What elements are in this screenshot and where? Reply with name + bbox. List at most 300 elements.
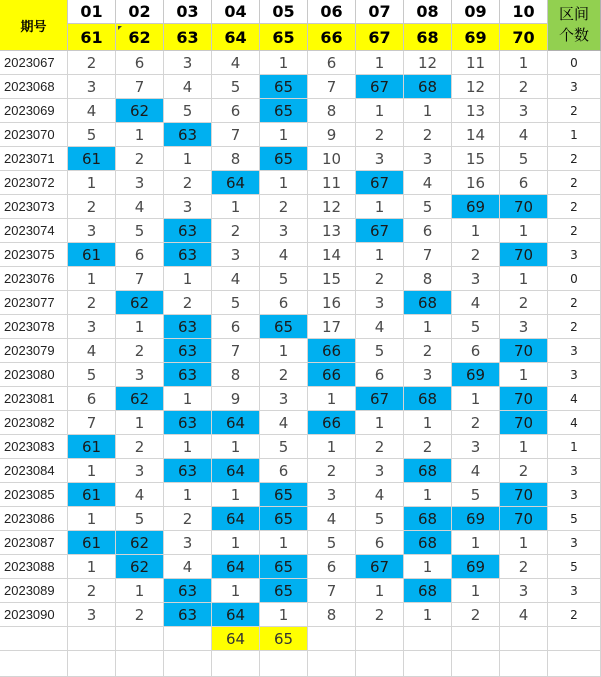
footer-empty-cell <box>68 627 116 651</box>
empty-cell <box>500 651 548 677</box>
value-cell: 6 <box>356 531 404 555</box>
value-cell: 7 <box>212 123 260 147</box>
period-cell: 2023074 <box>0 219 68 243</box>
value-cell: 3 <box>164 51 212 75</box>
hit-cell: 68 <box>404 579 452 603</box>
hit-cell: 70 <box>500 243 548 267</box>
interval-count-cell: 3 <box>548 75 601 99</box>
value-cell: 5 <box>260 267 308 291</box>
value-cell: 1 <box>164 483 212 507</box>
hit-cell: 63 <box>164 363 212 387</box>
value-cell: 1 <box>356 195 404 219</box>
hit-cell: 63 <box>164 315 212 339</box>
value-cell: 5 <box>260 435 308 459</box>
hit-cell: 66 <box>308 339 356 363</box>
position-header: 10 <box>500 0 548 24</box>
value-cell: 9 <box>308 123 356 147</box>
value-cell: 1 <box>356 99 404 123</box>
hit-cell: 62 <box>116 555 164 579</box>
value-cell: 1 <box>452 219 500 243</box>
value-cell: 2 <box>404 123 452 147</box>
period-cell: 2023087 <box>0 531 68 555</box>
period-cell: 2023070 <box>0 123 68 147</box>
value-cell: 1 <box>164 147 212 171</box>
value-cell: 7 <box>308 75 356 99</box>
value-cell: 2 <box>68 51 116 75</box>
hit-cell: 64 <box>212 459 260 483</box>
value-cell: 2 <box>356 267 404 291</box>
period-cell: 2023090 <box>0 603 68 627</box>
value-cell: 15 <box>308 267 356 291</box>
interval-count-cell: 2 <box>548 99 601 123</box>
interval-count-cell: 4 <box>548 387 601 411</box>
value-cell: 4 <box>260 243 308 267</box>
hit-cell: 68 <box>404 291 452 315</box>
value-cell: 1 <box>500 219 548 243</box>
value-cell: 1 <box>404 483 452 507</box>
value-cell: 1 <box>212 531 260 555</box>
hit-cell: 68 <box>404 531 452 555</box>
period-cell: 2023088 <box>0 555 68 579</box>
value-cell: 3 <box>164 531 212 555</box>
target-number: 64 <box>212 24 260 51</box>
hit-cell: 64 <box>212 171 260 195</box>
value-cell: 6 <box>452 339 500 363</box>
value-cell: 1 <box>116 579 164 603</box>
value-cell: 1 <box>500 267 548 291</box>
value-cell: 7 <box>404 243 452 267</box>
hit-cell: 61 <box>68 243 116 267</box>
value-cell: 4 <box>500 123 548 147</box>
value-cell: 13 <box>308 219 356 243</box>
value-cell: 7 <box>308 579 356 603</box>
target-number: 68 <box>404 24 452 51</box>
period-cell: 2023079 <box>0 339 68 363</box>
value-cell: 3 <box>164 195 212 219</box>
hit-cell: 65 <box>260 315 308 339</box>
value-cell: 3 <box>212 243 260 267</box>
value-cell: 4 <box>116 195 164 219</box>
value-cell: 8 <box>212 147 260 171</box>
value-cell: 1 <box>164 387 212 411</box>
value-cell: 1 <box>404 555 452 579</box>
target-number: 69 <box>452 24 500 51</box>
hit-cell: 69 <box>452 363 500 387</box>
empty-cell <box>260 651 308 677</box>
interval-count-cell: 5 <box>548 555 601 579</box>
interval-count-cell: 0 <box>548 51 601 75</box>
interval-count-cell: 2 <box>548 195 601 219</box>
interval-count-cell: 3 <box>548 363 601 387</box>
period-cell: 2023084 <box>0 459 68 483</box>
interval-count-cell: 2 <box>548 171 601 195</box>
hit-cell: 68 <box>404 387 452 411</box>
hit-cell: 63 <box>164 123 212 147</box>
value-cell: 3 <box>68 75 116 99</box>
empty-cell <box>164 651 212 677</box>
hit-cell: 63 <box>164 603 212 627</box>
value-cell: 1 <box>116 123 164 147</box>
value-cell: 15 <box>452 147 500 171</box>
position-header: 02 <box>116 0 164 24</box>
value-cell: 1 <box>260 339 308 363</box>
hit-cell: 62 <box>116 291 164 315</box>
value-cell: 4 <box>308 507 356 531</box>
value-cell: 12 <box>452 75 500 99</box>
value-cell: 1 <box>452 387 500 411</box>
value-cell: 2 <box>68 579 116 603</box>
value-cell: 4 <box>452 459 500 483</box>
empty-cell <box>0 651 68 677</box>
hit-cell: 67 <box>356 171 404 195</box>
hit-cell: 70 <box>500 411 548 435</box>
value-cell: 8 <box>308 99 356 123</box>
value-cell: 2 <box>356 123 404 147</box>
empty-cell <box>308 651 356 677</box>
value-cell: 3 <box>452 435 500 459</box>
value-cell: 5 <box>404 195 452 219</box>
value-cell: 6 <box>260 291 308 315</box>
value-cell: 5 <box>212 291 260 315</box>
value-cell: 8 <box>212 363 260 387</box>
value-cell: 17 <box>308 315 356 339</box>
footer-value: 64 <box>212 627 260 651</box>
value-cell: 1 <box>68 459 116 483</box>
value-cell: 6 <box>308 555 356 579</box>
interval-count-cell: 0 <box>548 267 601 291</box>
value-cell: 1 <box>452 531 500 555</box>
value-cell: 1 <box>68 507 116 531</box>
value-cell: 1 <box>260 123 308 147</box>
hit-cell: 63 <box>164 243 212 267</box>
value-cell: 2 <box>452 411 500 435</box>
position-header: 01 <box>68 0 116 24</box>
value-cell: 4 <box>68 99 116 123</box>
value-cell: 2 <box>500 75 548 99</box>
value-cell: 3 <box>116 171 164 195</box>
value-cell: 2 <box>164 507 212 531</box>
value-cell: 1 <box>68 555 116 579</box>
value-cell: 1 <box>356 51 404 75</box>
value-cell: 4 <box>500 603 548 627</box>
value-cell: 2 <box>356 603 404 627</box>
value-cell: 3 <box>356 459 404 483</box>
value-cell: 3 <box>404 363 452 387</box>
value-cell: 1 <box>260 603 308 627</box>
value-cell: 6 <box>260 459 308 483</box>
hit-cell: 68 <box>404 507 452 531</box>
interval-count-cell: 3 <box>548 579 601 603</box>
value-cell: 14 <box>452 123 500 147</box>
footer-empty-cell <box>548 627 601 651</box>
hit-cell: 65 <box>260 483 308 507</box>
cell-marker-icon <box>118 26 122 30</box>
value-cell: 2 <box>68 195 116 219</box>
value-cell: 1 <box>116 411 164 435</box>
value-cell: 2 <box>116 603 164 627</box>
value-cell: 2 <box>68 291 116 315</box>
hit-cell: 65 <box>260 147 308 171</box>
hit-cell: 67 <box>356 75 404 99</box>
hit-cell: 61 <box>68 531 116 555</box>
value-cell: 3 <box>500 579 548 603</box>
hit-cell: 65 <box>260 75 308 99</box>
target-number: 67 <box>356 24 404 51</box>
value-cell: 12 <box>308 195 356 219</box>
value-cell: 16 <box>308 291 356 315</box>
value-cell: 6 <box>212 99 260 123</box>
value-cell: 9 <box>212 387 260 411</box>
value-cell: 1 <box>404 411 452 435</box>
value-cell: 3 <box>116 459 164 483</box>
value-cell: 5 <box>452 483 500 507</box>
period-cell: 2023072 <box>0 171 68 195</box>
interval-count-cell: 2 <box>548 291 601 315</box>
value-cell: 4 <box>116 483 164 507</box>
hit-cell: 63 <box>164 459 212 483</box>
value-cell: 6 <box>116 51 164 75</box>
hit-cell: 65 <box>260 507 308 531</box>
value-cell: 4 <box>356 315 404 339</box>
target-number: 65 <box>260 24 308 51</box>
value-cell: 2 <box>500 291 548 315</box>
value-cell: 5 <box>308 531 356 555</box>
value-cell: 2 <box>260 195 308 219</box>
hit-cell: 61 <box>68 435 116 459</box>
value-cell: 5 <box>116 219 164 243</box>
value-cell: 8 <box>308 603 356 627</box>
period-cell: 2023081 <box>0 387 68 411</box>
value-cell: 1 <box>356 579 404 603</box>
position-header: 04 <box>212 0 260 24</box>
value-cell: 3 <box>68 219 116 243</box>
value-cell: 3 <box>404 147 452 171</box>
value-cell: 6 <box>308 51 356 75</box>
value-cell: 5 <box>500 147 548 171</box>
footer-empty-cell <box>116 627 164 651</box>
empty-cell <box>212 651 260 677</box>
value-cell: 6 <box>212 315 260 339</box>
interval-count-cell: 2 <box>548 315 601 339</box>
period-cell: 2023082 <box>0 411 68 435</box>
hit-cell: 64 <box>212 555 260 579</box>
hit-cell: 67 <box>356 555 404 579</box>
value-cell: 4 <box>260 411 308 435</box>
value-cell: 3 <box>500 99 548 123</box>
target-number: 62 <box>116 24 164 51</box>
target-number: 61 <box>68 24 116 51</box>
value-cell: 3 <box>356 147 404 171</box>
value-cell: 8 <box>404 267 452 291</box>
hit-cell: 61 <box>68 147 116 171</box>
period-cell: 2023083 <box>0 435 68 459</box>
value-cell: 4 <box>68 339 116 363</box>
hit-cell: 63 <box>164 339 212 363</box>
period-cell: 2023078 <box>0 315 68 339</box>
hit-cell: 65 <box>260 555 308 579</box>
value-cell: 4 <box>452 291 500 315</box>
value-cell: 4 <box>404 171 452 195</box>
value-cell: 7 <box>116 267 164 291</box>
value-cell: 1 <box>212 483 260 507</box>
position-header: 08 <box>404 0 452 24</box>
period-header: 期号 <box>0 0 68 51</box>
position-header: 09 <box>452 0 500 24</box>
period-cell: 2023071 <box>0 147 68 171</box>
interval-count-cell: 2 <box>548 603 601 627</box>
period-cell: 2023075 <box>0 243 68 267</box>
value-cell: 1 <box>500 531 548 555</box>
value-cell: 2 <box>164 291 212 315</box>
value-cell: 4 <box>356 483 404 507</box>
value-cell: 16 <box>452 171 500 195</box>
value-cell: 7 <box>68 411 116 435</box>
footer-empty-cell <box>356 627 404 651</box>
hit-cell: 69 <box>452 507 500 531</box>
hit-cell: 69 <box>452 195 500 219</box>
value-cell: 1 <box>212 195 260 219</box>
position-header: 03 <box>164 0 212 24</box>
value-cell: 2 <box>452 603 500 627</box>
hit-cell: 64 <box>212 411 260 435</box>
value-cell: 1 <box>68 267 116 291</box>
empty-cell <box>452 651 500 677</box>
interval-count-cell: 1 <box>548 123 601 147</box>
value-cell: 6 <box>500 171 548 195</box>
interval-count-cell: 3 <box>548 483 601 507</box>
interval-count-cell: 3 <box>548 339 601 363</box>
interval-count-cell: 3 <box>548 459 601 483</box>
hit-cell: 68 <box>404 75 452 99</box>
interval-count-cell: 1 <box>548 435 601 459</box>
hit-cell: 70 <box>500 387 548 411</box>
hit-cell: 64 <box>212 507 260 531</box>
empty-cell <box>356 651 404 677</box>
interval-label: 区间 <box>558 5 589 23</box>
footer-empty-cell <box>452 627 500 651</box>
value-cell: 14 <box>308 243 356 267</box>
period-cell: 2023076 <box>0 267 68 291</box>
value-cell: 2 <box>404 339 452 363</box>
value-cell: 1 <box>164 435 212 459</box>
value-cell: 2 <box>308 459 356 483</box>
period-cell: 2023089 <box>0 579 68 603</box>
value-cell: 5 <box>356 339 404 363</box>
position-header: 07 <box>356 0 404 24</box>
interval-count-cell: 3 <box>548 531 601 555</box>
value-cell: 3 <box>68 315 116 339</box>
value-cell: 1 <box>212 435 260 459</box>
value-cell: 1 <box>404 99 452 123</box>
hit-cell: 65 <box>260 579 308 603</box>
value-cell: 2 <box>164 171 212 195</box>
hit-cell: 66 <box>308 411 356 435</box>
value-cell: 1 <box>164 267 212 291</box>
value-cell: 11 <box>452 51 500 75</box>
period-cell: 2023077 <box>0 291 68 315</box>
hit-cell: 67 <box>356 387 404 411</box>
value-cell: 1 <box>356 411 404 435</box>
value-cell: 7 <box>212 339 260 363</box>
value-cell: 2 <box>116 435 164 459</box>
hit-cell: 63 <box>164 411 212 435</box>
interval-count-cell: 2 <box>548 219 601 243</box>
value-cell: 5 <box>356 507 404 531</box>
period-cell: 2023073 <box>0 195 68 219</box>
value-cell: 2 <box>260 363 308 387</box>
value-cell: 6 <box>404 219 452 243</box>
value-cell: 2 <box>404 435 452 459</box>
value-cell: 1 <box>404 603 452 627</box>
value-cell: 3 <box>68 603 116 627</box>
period-cell: 2023067 <box>0 51 68 75</box>
value-cell: 4 <box>212 51 260 75</box>
hit-cell: 69 <box>452 555 500 579</box>
hit-cell: 62 <box>116 99 164 123</box>
value-cell: 1 <box>260 531 308 555</box>
value-cell: 4 <box>164 555 212 579</box>
value-cell: 13 <box>452 99 500 123</box>
period-cell: 2023068 <box>0 75 68 99</box>
target-number: 70 <box>500 24 548 51</box>
value-cell: 1 <box>212 579 260 603</box>
value-cell: 1 <box>68 171 116 195</box>
hit-cell: 67 <box>356 219 404 243</box>
hit-cell: 70 <box>500 195 548 219</box>
footer-empty-cell <box>404 627 452 651</box>
target-number: 66 <box>308 24 356 51</box>
period-cell: 2023086 <box>0 507 68 531</box>
hit-cell: 66 <box>308 363 356 387</box>
hit-cell: 68 <box>404 459 452 483</box>
value-cell: 1 <box>308 387 356 411</box>
value-cell: 11 <box>308 171 356 195</box>
footer-empty-cell <box>308 627 356 651</box>
hit-cell: 65 <box>260 99 308 123</box>
value-cell: 2 <box>116 147 164 171</box>
interval-count-cell: 4 <box>548 411 601 435</box>
hit-cell: 61 <box>68 483 116 507</box>
value-cell: 6 <box>356 363 404 387</box>
empty-cell <box>404 651 452 677</box>
footer-empty-cell <box>0 627 68 651</box>
value-cell: 1 <box>116 315 164 339</box>
interval-count-cell: 5 <box>548 507 601 531</box>
value-cell: 5 <box>68 363 116 387</box>
value-cell: 1 <box>356 243 404 267</box>
value-cell: 1 <box>500 435 548 459</box>
value-cell: 5 <box>212 75 260 99</box>
empty-cell <box>68 651 116 677</box>
value-cell: 2 <box>500 555 548 579</box>
value-cell: 3 <box>116 363 164 387</box>
value-cell: 1 <box>452 579 500 603</box>
value-cell: 1 <box>500 51 548 75</box>
hit-cell: 62 <box>116 387 164 411</box>
value-cell: 2 <box>500 459 548 483</box>
period-cell: 2023080 <box>0 363 68 387</box>
hit-cell: 70 <box>500 507 548 531</box>
hit-cell: 70 <box>500 483 548 507</box>
position-header: 06 <box>308 0 356 24</box>
value-cell: 1 <box>404 315 452 339</box>
interval-count-header <box>548 0 601 51</box>
footer-value: 65 <box>260 627 308 651</box>
value-cell: 5 <box>452 315 500 339</box>
hit-cell: 64 <box>212 603 260 627</box>
footer-empty-cell <box>500 627 548 651</box>
value-cell: 4 <box>164 75 212 99</box>
